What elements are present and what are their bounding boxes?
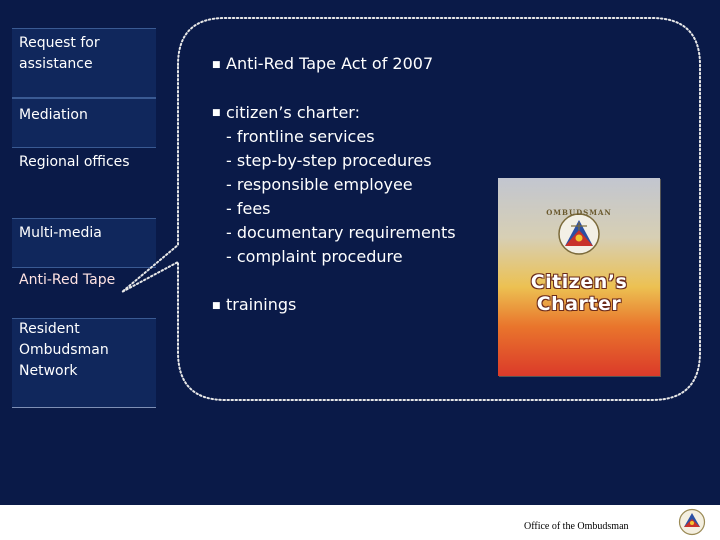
bullet-square-icon: ■: [212, 59, 221, 70]
bullet-item: [212, 293, 492, 318]
sub-item: - documentary requirements: [226, 223, 456, 242]
nav-item-resident-ombudsman-network[interactable]: [12, 318, 156, 408]
citizens-charter-cover: [498, 178, 660, 376]
bullet-item: [212, 52, 492, 77]
bullet-square-icon: ■: [212, 108, 221, 118]
sidebar-nav: [12, 0, 156, 505]
nav-item-regional-offices[interactable]: [12, 152, 156, 192]
sub-item: - frontline services: [226, 127, 375, 146]
nav-item-label: Ombudsman: [19, 342, 109, 358]
bullet-text: Anti-Red Tape Act of 2007: [226, 54, 434, 73]
nav-item-multi-media[interactable]: [12, 218, 156, 268]
footer-org-name: Office of the Ombudsman: [524, 521, 629, 532]
bullet-square-icon: ■: [212, 300, 221, 311]
sub-item: - step-by-step procedures: [226, 151, 432, 170]
nav-item-request-for-assistance[interactable]: [12, 28, 156, 98]
nav-item-label: Anti-Red Tape: [19, 272, 116, 288]
cover-title-line: Citizen’s: [530, 271, 628, 293]
nav-item-label: Network: [19, 363, 78, 379]
bullet-text: trainings: [226, 295, 297, 314]
bullet-text: citizen’s charter:: [226, 102, 360, 122]
nav-item-label: Request for: [19, 35, 100, 51]
ombudsman-seal-icon: [678, 508, 706, 536]
cover-seal-text: OMBUDSMAN: [546, 208, 612, 217]
sub-item: - fees: [226, 199, 271, 218]
nav-item-label: assistance: [19, 56, 93, 72]
sub-item: - complaint procedure: [226, 247, 403, 266]
nav-item-mediation[interactable]: [12, 98, 156, 148]
cover-title-line: Charter: [536, 293, 622, 315]
footer: [0, 505, 720, 540]
bullet-item: [212, 101, 492, 126]
nav-item-label: Mediation: [19, 107, 88, 123]
nav-item-anti-red-tape[interactable]: [12, 270, 156, 310]
sub-item: - responsible employee: [226, 175, 413, 194]
nav-item-label: Resident: [19, 321, 80, 337]
content-bullets: [212, 50, 492, 318]
nav-item-label: Regional offices: [19, 154, 130, 170]
nav-item-label: Multi-media: [19, 225, 102, 241]
